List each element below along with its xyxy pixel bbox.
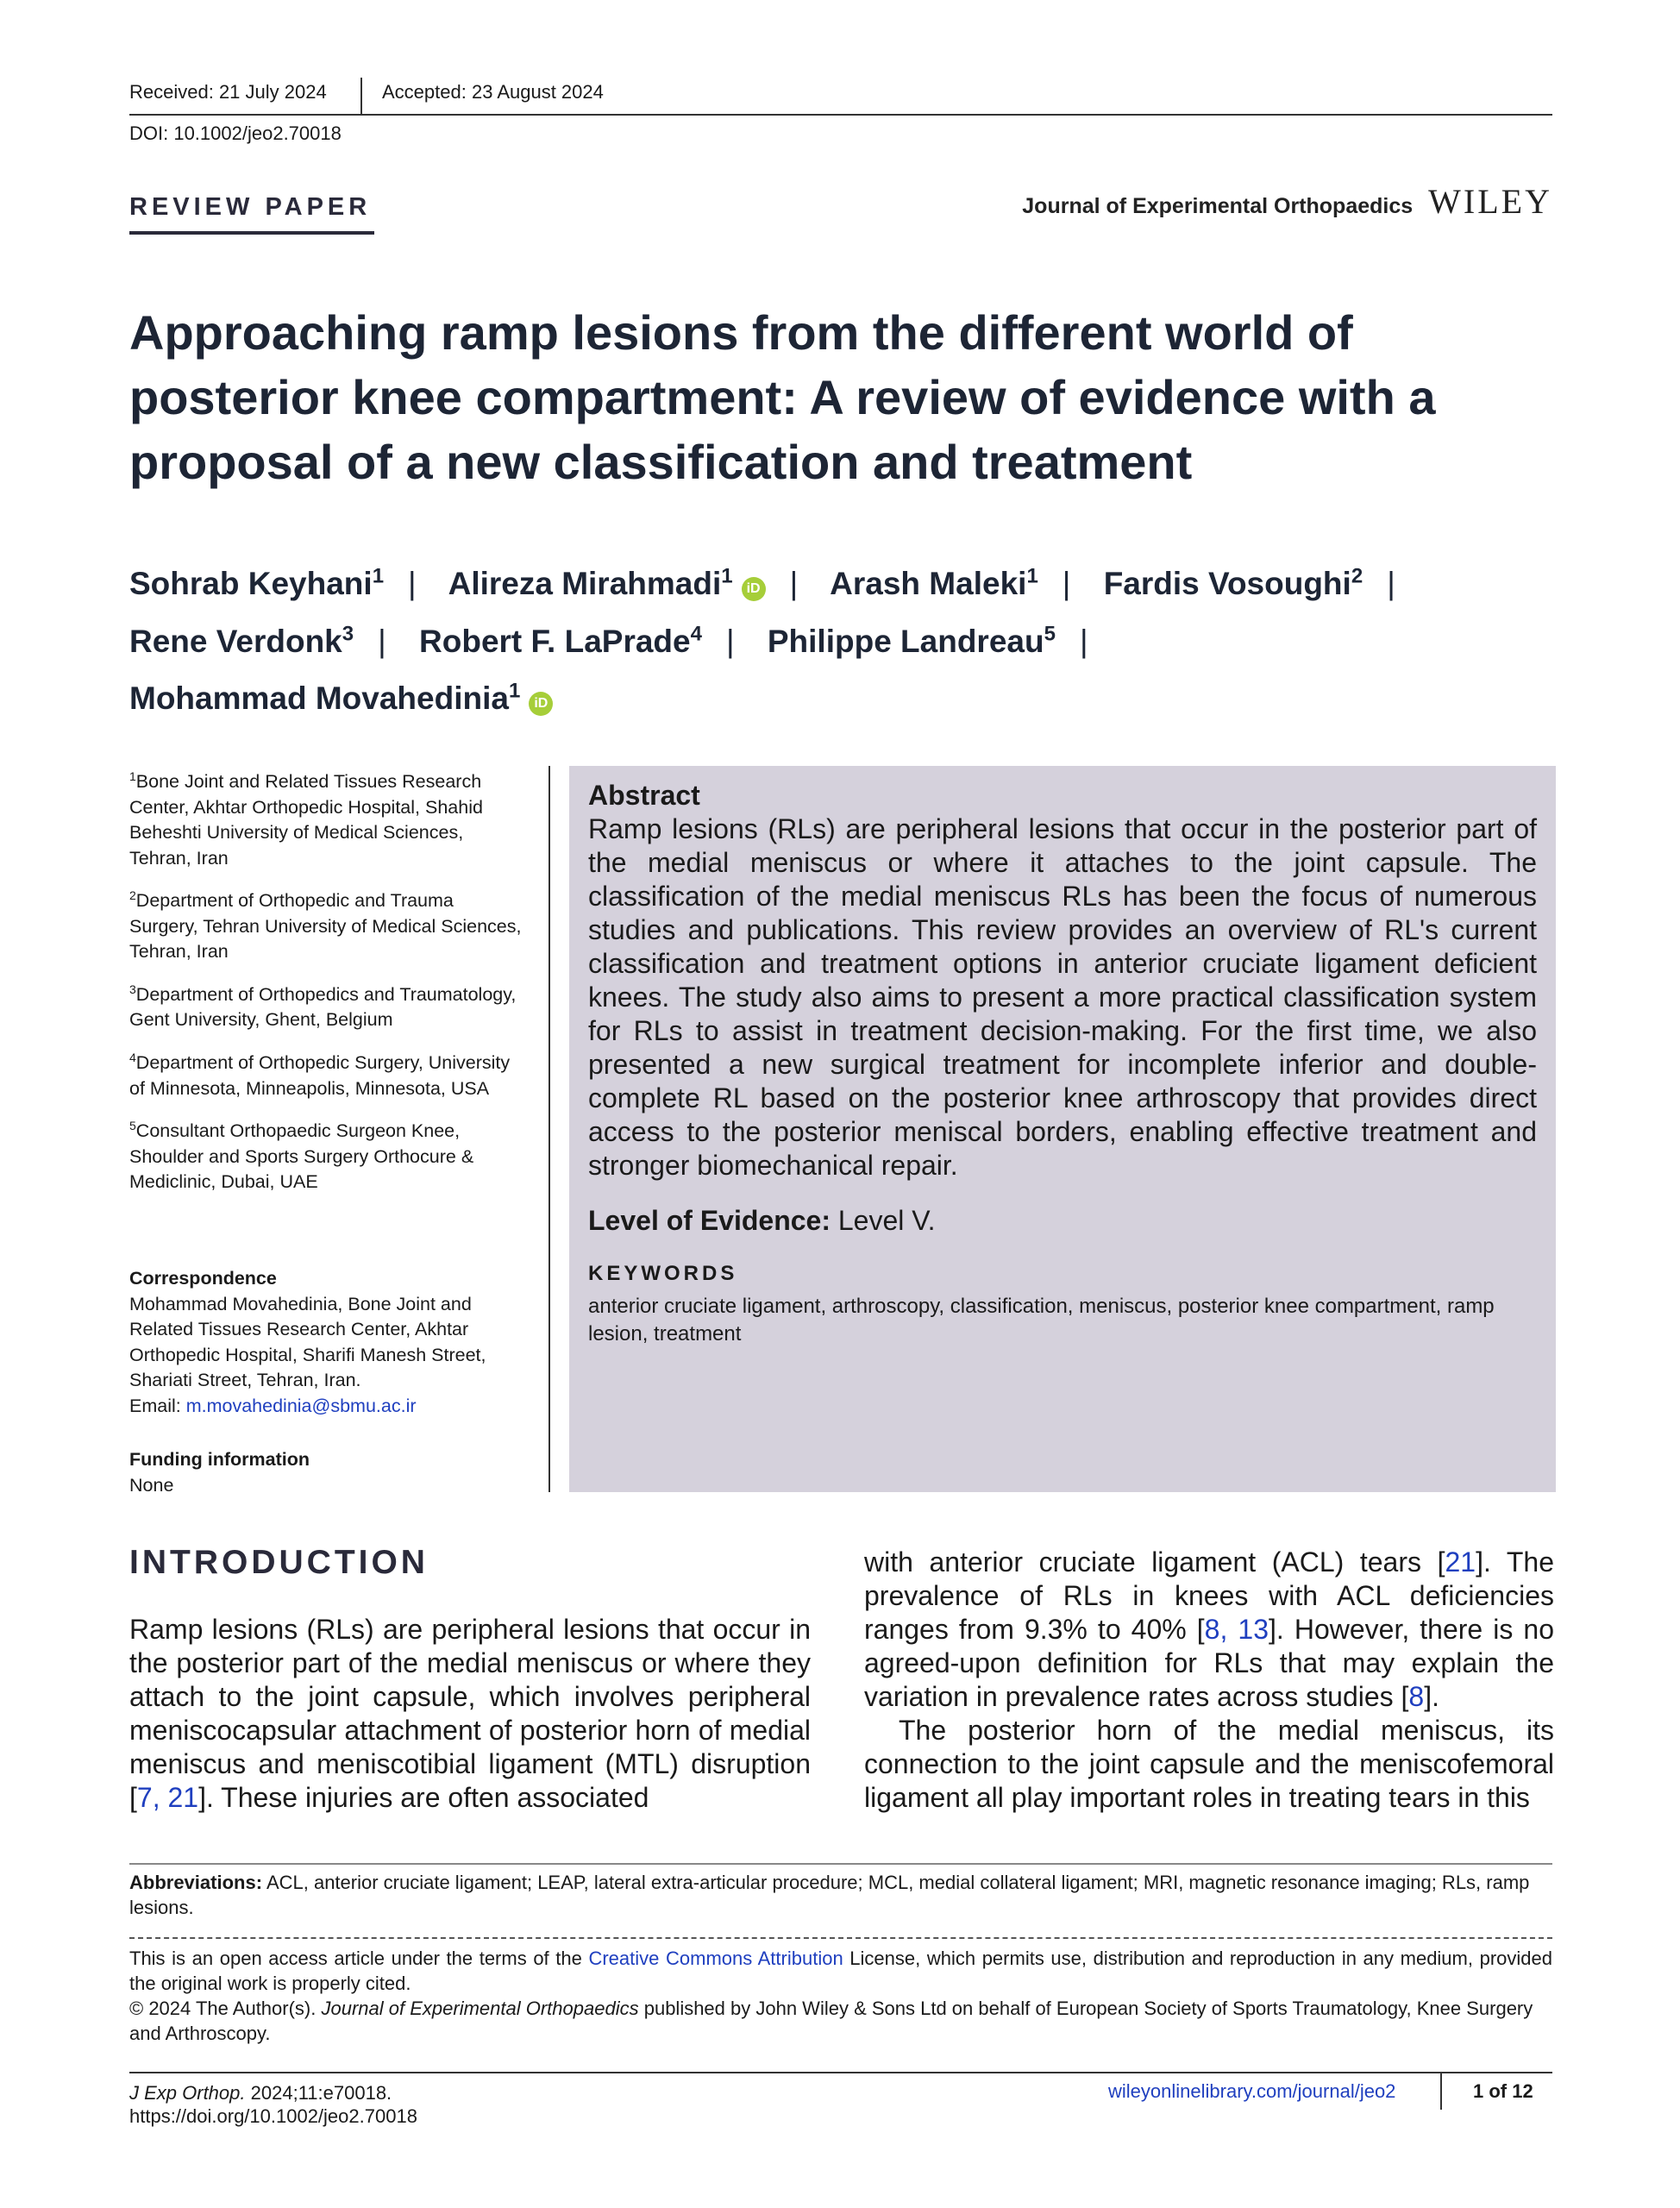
correspondence: [129, 1266, 522, 1419]
copyright: © 2024 The Author(s). Journal of Experimental Orthopaedics published by John Wiley & Sons Ltd on behalf of European Society of Sports Traumatology, Knee Surgery and Arthroscopy.: [129, 1998, 1533, 2044]
author[interactable]: Fardis Vosoughi$^2$: [1103, 565, 1363, 602]
journal-name: Journal of Experimental Orthopaedics: [1022, 194, 1414, 218]
citation-link[interactable]: 8, 13: [1204, 1614, 1269, 1645]
affiliation: $^2$Department of Orthopedic and Trauma Surgery, Tehran University of Medical Sciences, Tehran, Iran: [129, 888, 522, 963]
received-date: Received: 21 July 2024: [129, 81, 327, 103]
author[interactable]: Robert F. LaPrade$^4$: [419, 622, 702, 659]
level-of-evidence: Level of Evidence: Level V.: [588, 1205, 936, 1236]
correspondence-heading: Correspondence: [129, 1268, 277, 1289]
keywords-text: anterior cruciate ligament, arthroscopy, classification, meniscus, posterior knee compartment, ramp lesion, treatment: [588, 1295, 1495, 1346]
author[interactable]: Mohammad Movahedinia$^1$iD: [129, 681, 553, 716]
author[interactable]: Alireza Mirahmadi$^1$iD: [448, 566, 766, 601]
correspondence-text: Mohammad Movahedinia, Bone Joint and Related Tissues Research Center, Akhtar Orthopedic Hospital, Sharifi Manesh Street, Shariati Street, Tehran, Iran.: [129, 1293, 486, 1390]
orcid-icon[interactable]: iD: [742, 577, 766, 601]
abstract-text: Ramp lesions (RLs) are peripheral lesions that occur in the posterior part of the medial meniscus or where it attaches to the joint capsule. The classification of the medial meniscus RLs has been the focus of numerous studies and publications. This review provides an overview of RL's current classification and treatment options in anterior cruciate ligament deficient knees. The study also aims to present a more practical classification system for RLs to assist in treatment decision-making. For the first time, we also presented a new surgical treatment for incomplete inferior and double-complete RL based on the posterior knee arthroscopy that provides direct access to the posterior meniscal borders, enabling effective treatment and stronger biomechanical repair.: [588, 813, 1537, 1181]
paragraph: The posterior horn of the medial meniscus, its connection to the joint capsule and the meniscofemoral ligament all play important roles in treating tears in this: [864, 1715, 1554, 1813]
funding: [129, 1447, 522, 1498]
email-label: Email:: [129, 1395, 181, 1416]
publisher-logo: WILEY: [1428, 182, 1552, 221]
doi: DOI: 10.1002/jeo2.70018: [129, 122, 342, 144]
article-title: Approaching ramp lesions from the different world of posterior knee compartment: A review of evidence with a proposal of a new classification and treatment: [129, 305, 1436, 489]
affiliations: [129, 764, 522, 1208]
body-column-left: Ramp lesions (RLs) are peripheral lesions that occur in the posterior part of the medial meniscus or where they attach to the joint capsule, which involves peripheral meniscocapsular attachment of posterior horn of medial meniscus and meniscotibial ligament (MTL) disruption [7, 21]. These injuries are often associated: [129, 1614, 811, 1813]
funding-heading: Funding information: [129, 1449, 310, 1470]
footer-dashed-rule: [129, 1937, 1552, 1939]
email-link[interactable]: m.movahedinia@sbmu.ac.ir: [185, 1395, 417, 1416]
citation-link[interactable]: 8: [1408, 1681, 1425, 1712]
section-heading: INTRODUCTION: [129, 1544, 429, 1581]
affiliation: $^3$Department of Orthopedics and Traumatology, Gent University, Ghent, Belgium: [129, 982, 517, 1031]
paper-type-underline: [129, 231, 374, 235]
author-list: Sohrab Keyhani$^1$ | Alireza Mirahmadi$^1$iD | Arash Maleki$^1$ | Fardis Vosoughi$^2$ | Rene Verdonk$^3$ | Robert F. LaPrade$^4$ | Philippe Landreau$^5$ | Mohammad Movahedinia$^1$iD: [129, 565, 1395, 716]
license-text: This is an open access article under the terms of the Creative Commons Attribution License, which permits use, distribution and reproduction in any medium, provided the original work is properly cited.: [129, 1948, 1552, 1994]
footer-rule: [129, 1863, 1552, 1865]
page-number: 1 of 12: [1473, 2080, 1533, 2102]
author[interactable]: Philippe Landreau$^5$: [767, 622, 1056, 659]
abstract-heading: Abstract: [588, 780, 700, 811]
accepted-date: Accepted: 23 August 2024: [382, 81, 604, 103]
column-rule: [549, 766, 550, 1492]
affiliation: $^5$Consultant Orthopaedic Surgeon Knee, Shoulder and Sports Surgery Orthocure & Mediclinic, Dubai, UAE: [129, 1119, 474, 1193]
header-separator: [360, 78, 362, 114]
citation-doi[interactable]: https://doi.org/10.1002/jeo2.70018: [129, 2105, 417, 2127]
affiliation: $^4$Department of Orthopedic Surgery, University of Minnesota, Minneapolis, Minnesota, USA: [129, 1050, 511, 1099]
author[interactable]: Arash Maleki$^1$: [830, 565, 1038, 602]
footer-rule: [129, 2072, 1552, 2073]
citation-link[interactable]: 7, 21: [136, 1782, 199, 1813]
orcid-icon[interactable]: iD: [529, 692, 553, 716]
page-separator: [1440, 2073, 1442, 2110]
funding-text: None: [129, 1474, 174, 1496]
header-rule: [129, 114, 1552, 116]
affiliation: $^1$Bone Joint and Related Tissues Research Center, Akhtar Orthopedic Hospital, Shahid Beheshti University of Medical Sciences, Tehran, Iran: [129, 769, 483, 869]
paper-type: REVIEW PAPER: [129, 193, 372, 221]
citation: J Exp Orthop. 2024;11:e70018.: [129, 2082, 392, 2104]
license-link[interactable]: Creative Commons Attribution: [588, 1948, 843, 1969]
author[interactable]: Rene Verdonk$^3$: [129, 622, 354, 659]
journal-url-link[interactable]: wileyonlinelibrary.com/journal/jeo2: [1108, 2080, 1396, 2102]
body-column-right: with anterior cruciate ligament (ACL) tears [21]. The prevalence of RLs in knees with ACL deficiencies ranges from 9.3% to 40% [8, 13]. However, there is no agreed-upon definition for RLs that may explain the variation in prevalence rates across studies [8]. The posterior horn of the medial meniscus, its connection to the joint capsule and the meniscofemoral ligament all play important roles in treating tears in this: [864, 1546, 1555, 1813]
abstract-box: [569, 766, 1556, 1492]
citation-link[interactable]: 21: [1445, 1546, 1476, 1578]
journal-brand: [1022, 181, 1552, 222]
keywords-heading: KEYWORDS: [588, 1262, 738, 1285]
author[interactable]: Sohrab Keyhani$^1$: [129, 565, 385, 602]
abbreviations: Abbreviations: ACL, anterior cruciate ligament; LEAP, lateral extra-articular procedure; MCL, medial collateral ligament; MRI, magnetic resonance imaging; RLs, ramp lesions.: [129, 1872, 1530, 1918]
